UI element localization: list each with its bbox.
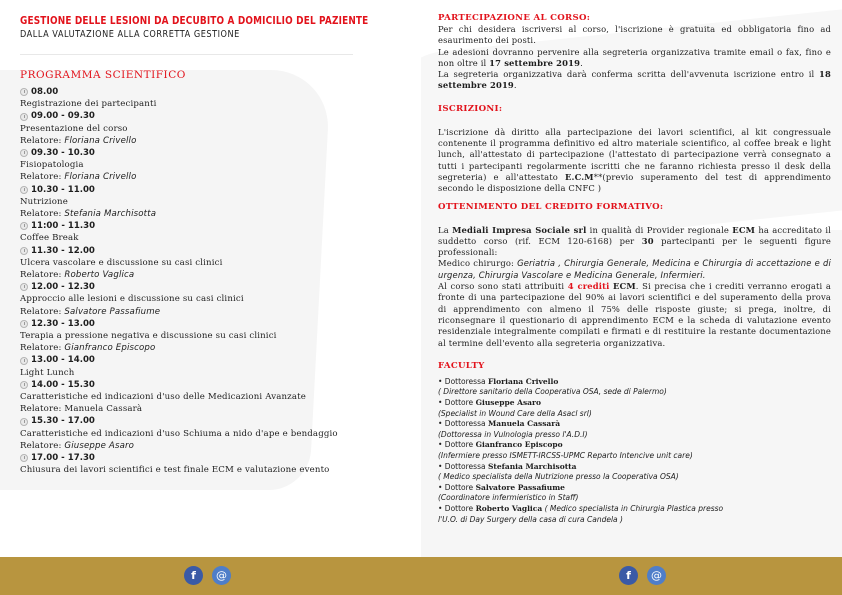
program-speaker: Relatore: Giuseppe Asaro	[20, 440, 135, 451]
program-speaker: Relatore: Floriana Crivello	[20, 135, 137, 146]
program-topic: Terapia a pressione negativa e discussione su casi clinici	[20, 331, 277, 342]
program-speaker: Relatore: Gianfranco Episcopo	[20, 343, 156, 354]
program-item	[20, 318, 410, 355]
program-time: 12.00 - 12.30	[31, 282, 95, 293]
disciplines: Geriatria , Chirurgia Generale, Medicina e Chirurgia di accettazione e di urgenza, Chirurgia Vascolare e Medicina Generale, Infermieri.	[438, 258, 831, 280]
clock-icon	[20, 247, 28, 255]
program-item	[20, 379, 410, 416]
program-topic: Approccio alle lesioni e discussione su casi clinici	[20, 294, 244, 305]
program-item	[20, 281, 410, 318]
clock-icon	[20, 283, 28, 291]
program-topic: Nutrizione	[20, 196, 68, 207]
program-topic: Fisiopatologia	[20, 160, 84, 171]
program-item	[20, 220, 410, 244]
faculty-member: • Dottoressa Stefania Marchisotta ( Medico specialista della Nutrizione presso la Cooperativa OSA)	[438, 461, 679, 482]
email-icon[interactable]: @	[647, 566, 666, 585]
partecipazione-text: Per chi desidera iscriversi al corso, l'iscrizione è gratuita ed obbligatoria fino ad esaurimento dei posti. Le adesioni dovranno pervenire alla segreteria organizzativa tramite email o fax, fino e non oltre il 17 settembre 2019. La segreteria organizzativa darà conferma scritta dell'avvenuta iscrizione entro il 18 settembre 2019.	[438, 24, 831, 91]
social-links-right	[619, 566, 666, 585]
credito-title: OTTENIMENTO DEL CREDITO FORMATIVO:	[438, 201, 664, 212]
program-item	[20, 354, 410, 378]
program-title: PROGRAMMA SCIENTIFICO	[20, 69, 186, 81]
event-title: GESTIONE DELLE LESIONI DA DECUBITO A DOMICILIO DEL PAZIENTE	[20, 15, 369, 27]
email-icon[interactable]: @	[212, 566, 231, 585]
clock-icon	[20, 418, 28, 426]
program-time: 12.30 - 13.00	[31, 318, 95, 329]
clock-icon	[20, 88, 28, 96]
program-item	[20, 452, 410, 476]
credits-count: 4 crediti	[567, 281, 610, 292]
faculty-member: • Dottore Salvatore Passafiume (Coordinatore infermieristico in Staff)	[438, 482, 579, 503]
program-time: 17.00 - 17.30	[31, 453, 95, 464]
deadline-date: 17 settembre 2019	[489, 57, 581, 68]
program-item	[20, 245, 410, 282]
program-speaker: Relatore: Floriana Crivello	[20, 172, 137, 183]
program-topic: Light Lunch	[20, 367, 75, 378]
left-page	[0, 0, 421, 557]
program-topic: Chiusura dei lavori scientifici e test finale ECM e valutazione evento	[20, 465, 330, 476]
participant-count: 30	[641, 235, 654, 246]
program-time: 10.30 - 11.00	[31, 184, 95, 195]
program-time: 09.30 - 10.30	[31, 148, 95, 159]
right-page-content	[438, 13, 831, 525]
faculty-member: • Dottore Gianfranco Episcopo (Infermiere presso ISMETT-IRCSS-UPMC Reparto Intencive unit care)	[438, 440, 693, 460]
partecipazione-title: PARTECIPAZIONE AL CORSO:	[438, 13, 591, 23]
program-time: 11.30 - 12.00	[31, 245, 95, 256]
clock-icon	[20, 320, 28, 328]
program-speaker: Relatore: Manuela Cassarà	[20, 404, 143, 415]
credito-text: La Mediali Impresa Sociale srl in qualità di Provider regionale ECM ha accreditato il suddetto corso (rif. ECM 120-6168) per 30 partecipanti per le seguenti figure professionali: Medico chirurgo: Geriatria , Chirurgia Generale, Medicina e Chirurgia di accettazione e di urgenza, Chirurgia Vascolare e Medicina Generale, Infermieri. Al corso sono stati attribuiti 4 crediti ECM. Si precisa che i crediti verranno erogati a fronte di una partecipazione del 90% ai lavori scientifici e del superamento della prova di apprendimento con almeno il 75% delle risposte giuste; si prega, inoltre, di riconsegnare il questionario di apprendimento ECM e la scheda di valutazione evento residenziale integralmente compilati e firmati e di restituire la restante documentazione al termine dell'evento alla segreteria organizzativa.	[438, 224, 832, 348]
left-page-content	[20, 14, 410, 477]
program-item	[20, 86, 410, 110]
divider	[20, 54, 353, 55]
program-speaker: Relatore: Stefania Marchisotta	[20, 209, 157, 220]
program-topic: Ulcera vascolare e discussione su casi clinici	[20, 257, 223, 268]
program-topic: Caratteristiche ed indicazioni d'uso delle Medicazioni Avanzate	[20, 392, 306, 403]
faculty-member: • Dottore Giuseppe Asaro (Specialist in Wound Care della Asacl srl)	[438, 398, 592, 418]
program-time: 15.30 - 17.00	[31, 416, 95, 427]
clock-icon	[20, 381, 28, 389]
program-topic: Presentazione del corso	[20, 123, 128, 134]
clock-icon	[20, 222, 28, 230]
faculty-member: • Dottoressa Floriana Crivello ( Direttore sanitario della Cooperativa OSA, sede di Palermo)	[438, 376, 667, 397]
iscrizioni-text: L'iscrizione dà diritto alla partecipazione dei lavori scientifici, al kit congressuale contenente il programma definitivo ed altro materiale scientifico, al coffee break e light lunch, all'attestato di partecipazione (l'attestato di partecipazione verrà consegnato a tutti i partecipanti regolarmente iscritti che ne faranno richiesta presso il desk della segreteria) e all'attestato E.C.M**(previo superamento del test di apprendimento secondo le disposizione della CNFC )	[438, 126, 832, 194]
iscrizioni-title: ISCRIZIONI:	[438, 103, 503, 114]
right-page	[421, 0, 842, 557]
program-list	[20, 86, 410, 477]
program-time: 14.00 - 15.30	[31, 379, 95, 390]
clock-icon	[20, 357, 28, 365]
program-topic: Caratteristiche ed indicazioni d'uso Schiuma a nido d'ape e bendaggio	[20, 428, 338, 439]
program-time: 09.00 - 09.30	[31, 111, 95, 122]
clock-icon	[20, 149, 28, 157]
clock-icon	[20, 113, 28, 121]
clock-icon	[20, 186, 28, 194]
program-speaker: Relatore: Roberto Vaglica	[20, 270, 135, 281]
program-item	[20, 110, 410, 147]
program-topic: Coffee Break	[20, 233, 79, 244]
program-item	[20, 147, 410, 184]
social-links-left	[184, 566, 231, 585]
provider-name: Mediali Impresa Sociale srl	[452, 224, 587, 235]
program-time: 08.00	[31, 87, 59, 97]
program-item	[20, 415, 410, 452]
faculty-member: • Dottoressa Manuela Cassarà (Dottoressa in Vulnologia presso l'A.D.I)	[438, 419, 588, 439]
event-subtitle: DALLA VALUTAZIONE ALLA CORRETTA GESTIONE	[20, 29, 240, 40]
confirmation-date: 18 settembre 2019	[438, 69, 831, 91]
clock-icon	[20, 454, 28, 462]
program-time: 13.00 - 14.00	[31, 355, 95, 366]
program-topic: Registrazione dei partecipanti	[20, 99, 157, 110]
facebook-icon[interactable]: f	[619, 566, 638, 585]
faculty-list	[438, 377, 831, 525]
faculty-title: FACULTY	[438, 360, 485, 371]
faculty-member: • Dottore Roberto Vaglica ( Medico specialista in Chirurgia Plastica presso l'U.O. di Day Surgery della casa di cura Candela )	[438, 503, 724, 524]
facebook-icon[interactable]: f	[184, 566, 203, 585]
program-item	[20, 184, 410, 221]
program-time: 11:00 - 11.30	[31, 221, 96, 232]
footer-band	[0, 557, 842, 595]
program-speaker: Relatore: Salvatore Passafiume	[20, 306, 161, 317]
